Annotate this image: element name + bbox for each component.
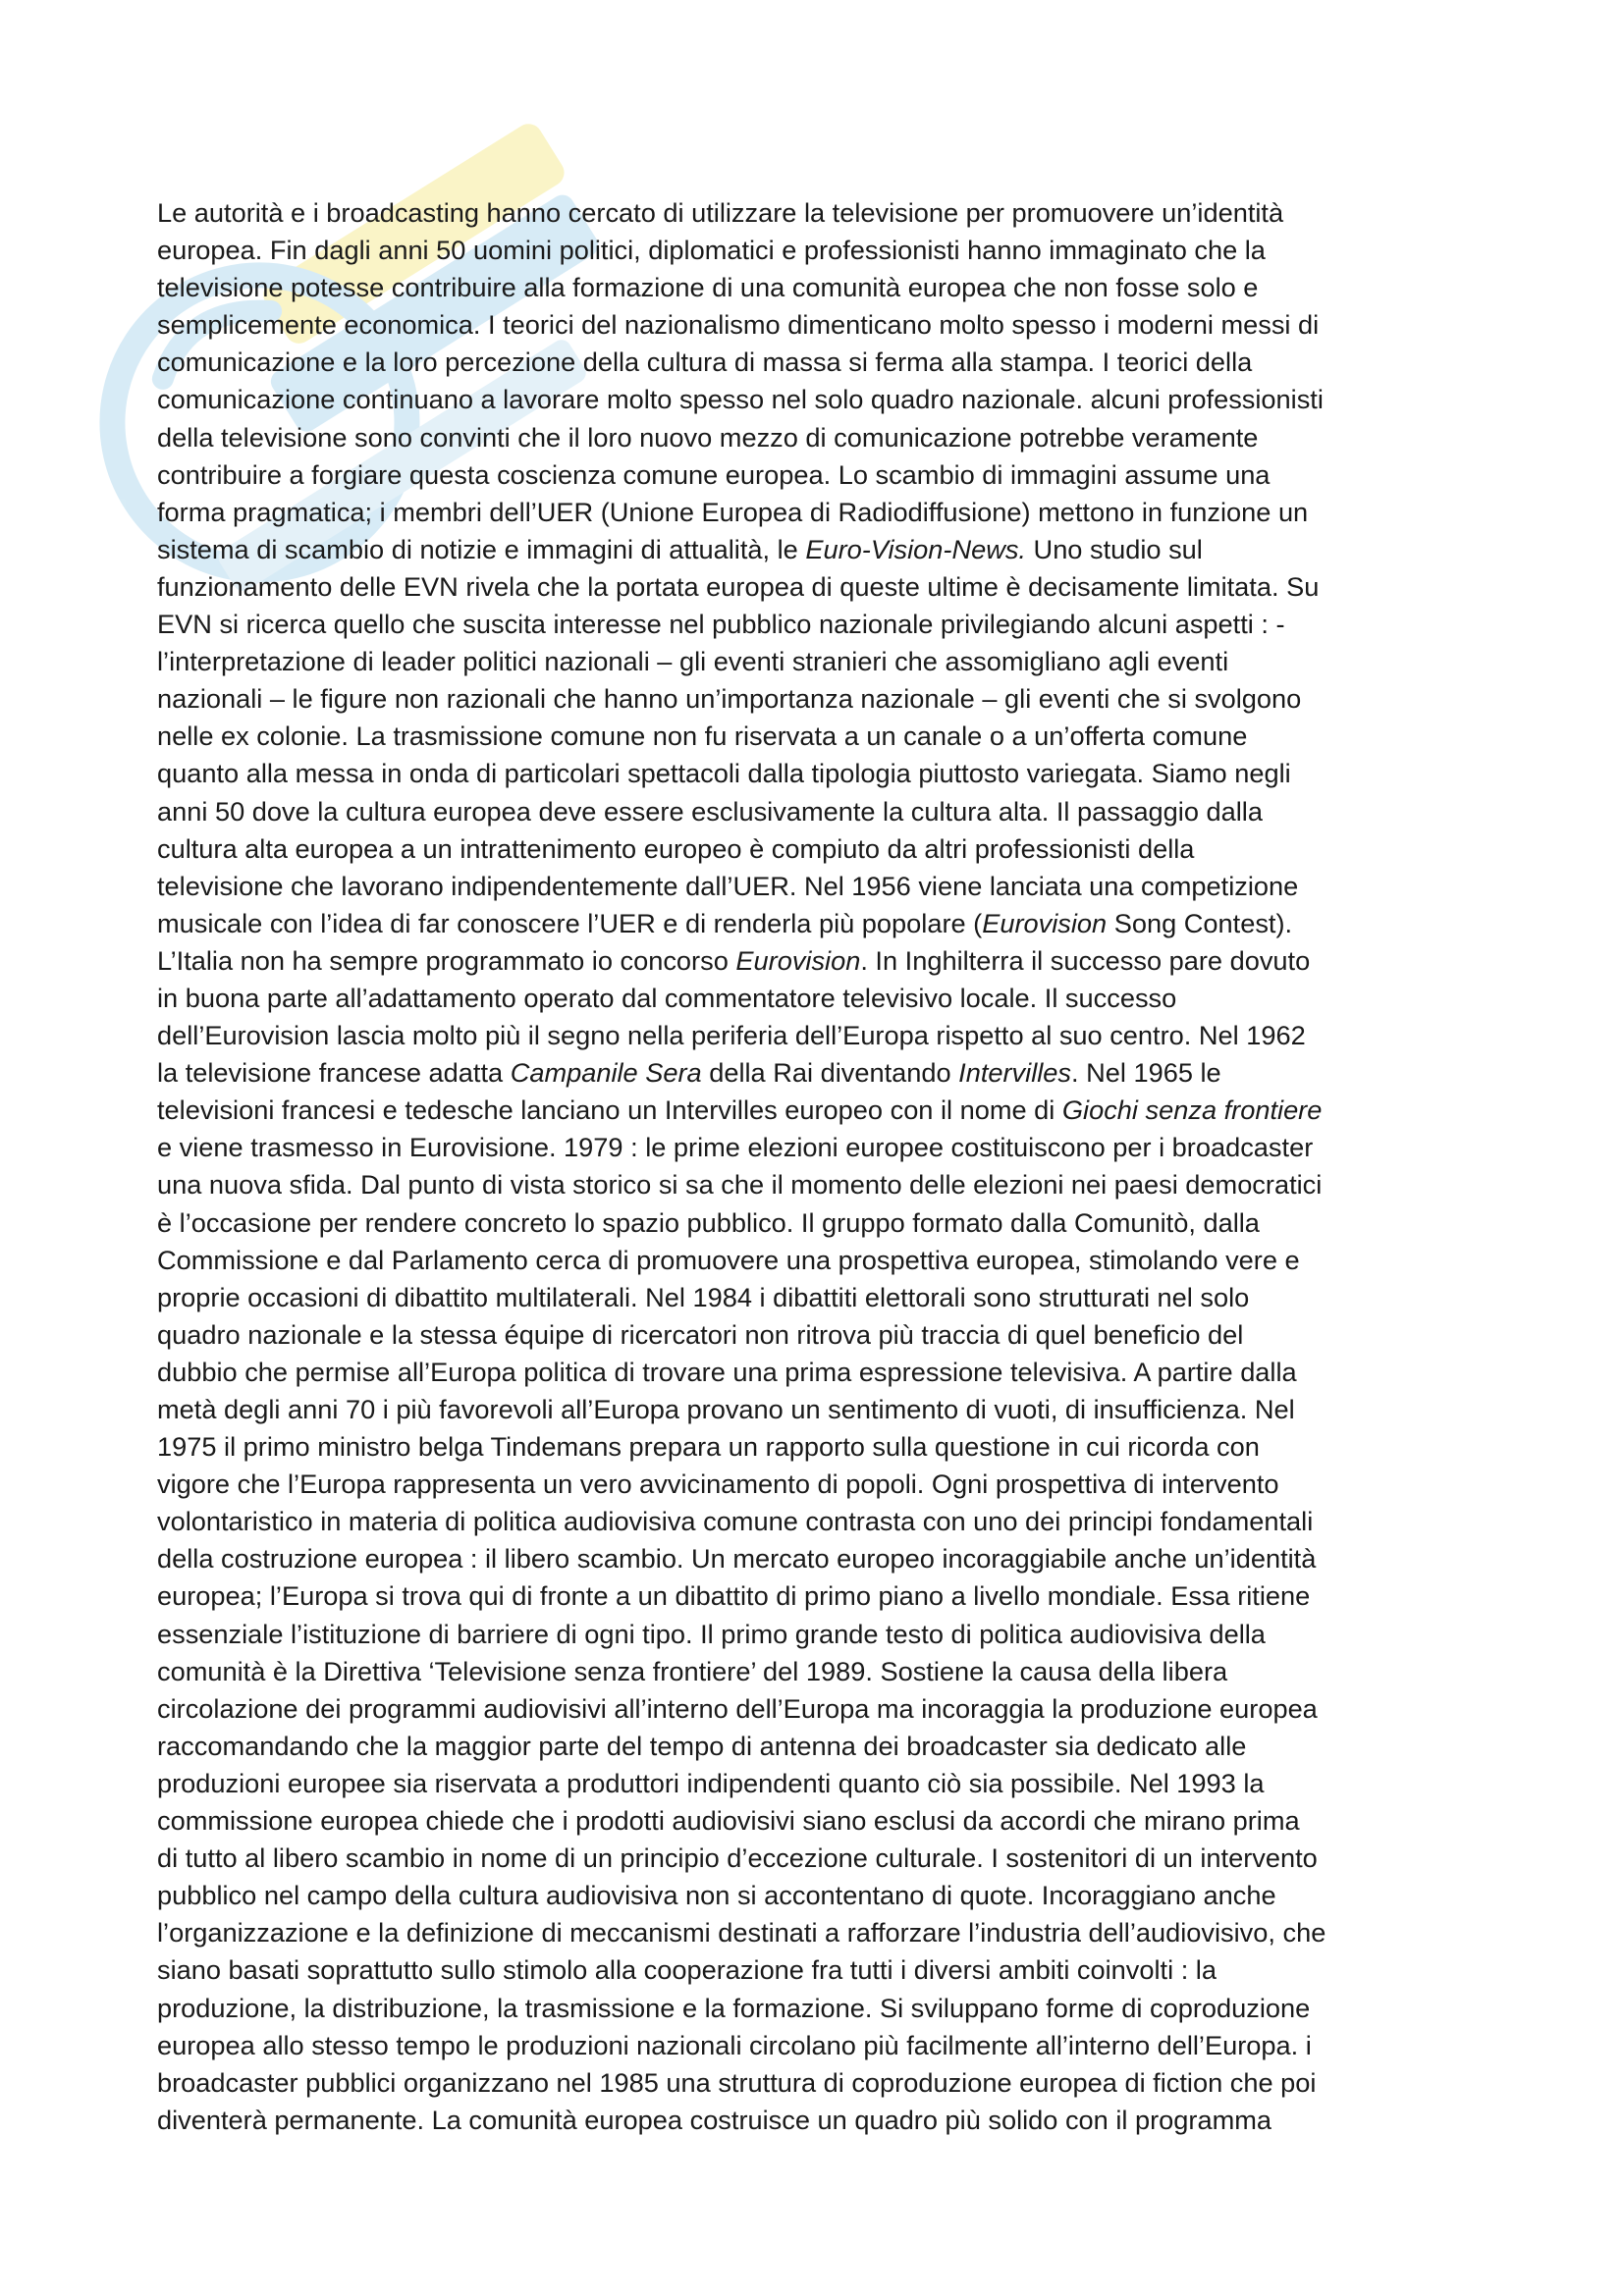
text-line: [157, 1616, 1492, 1653]
text-run: anni 50 dove la cultura europea deve essere esclusivamente la cultura alta. Il passaggio dalla: [157, 795, 1263, 827]
text-line: [157, 531, 1492, 568]
text-line: [157, 793, 1492, 830]
text-run: proprie occasioni di dibattito multilaterali. Nel 1984 i dibattiti elettorali sono strutturati nel solo: [157, 1281, 1250, 1312]
text-run: forma pragmatica; i membri dell’UER (Unione Europea di Radiodiffusione) mettono in funzione un: [157, 496, 1309, 527]
text-line: [157, 1503, 1492, 1540]
text-run: europea. Fin dagli anni 50 uomini politici, diplomatici e professionisti hanno immaginato che la: [157, 235, 1266, 266]
text-run: raccomandando che la maggior parte del tempo di antenna dei broadcaster sia dedicato alle: [157, 1730, 1247, 1761]
text-line: [157, 1354, 1492, 1391]
text-line: [157, 1204, 1492, 1242]
text-run: siano basati soprattutto sullo stimolo alla cooperazione fra tutti i diversi ambiti coinvolti : la: [157, 1954, 1217, 1986]
italic-title: Euro-Vision-News.: [805, 533, 1026, 564]
text-run: EVN si ricerca quello che suscita interesse nel pubblico nazionale privilegiando alcuni aspetti : -: [157, 609, 1285, 640]
text-run: dell’Eurovision lascia molto più il segno nella periferia dell’Europa rispetto al suo centro. Nel 1962: [157, 1020, 1306, 1051]
text-run: produzione, la distribuzione, la trasmissione e la formazione. Si sviluppano forme di coproduzione: [157, 1992, 1311, 2023]
text-run: televisioni francesi e tedesche lanciano un Intervilles europeo con il nome di: [157, 1095, 1062, 1126]
text-run: della costruzione europea : il libero scambio. Un mercato europeo incoraggiabile anche un’identità: [157, 1543, 1317, 1575]
text-line: [157, 306, 1492, 344]
text-run: pubblico nel campo della cultura audiovisiva non si accontentano di quote. Incoraggiano anche: [157, 1880, 1276, 1911]
italic-title: Eurovision: [735, 944, 861, 976]
italic-title: Eurovision: [982, 907, 1108, 938]
text-line: [157, 2027, 1492, 2064]
text-run: europea allo stesso tempo le produzioni nazionali circolano più facilmente all’interno dell’Europa. i: [157, 2029, 1312, 2060]
text-run: televisione potesse contribuire alla formazione di una comunità europea che non fosse solo e: [157, 272, 1259, 303]
text-run: della Rai diventando: [701, 1057, 959, 1089]
text-line: [157, 680, 1492, 718]
text-line: [157, 1540, 1492, 1577]
text-run: circolazione dei programmi audiovisivi all’interno dell’Europa ma incoraggia la produzione europea: [157, 1692, 1318, 1724]
text-run: l’organizzazione e la definizione di meccanismi destinati a rafforzare l’industria dell’audiovisivo, che: [157, 1917, 1326, 1949]
text-run: comunicazione e la loro percezione della cultura di massa si ferma alla stampa. I teorici della: [157, 347, 1253, 378]
text-line: [157, 1428, 1492, 1466]
text-run: Commissione e dal Parlamento cerca di promuovere una prospettiva europea, stimolando vere e: [157, 1244, 1300, 1275]
text-line: [157, 1316, 1492, 1354]
text-run: . Nel 1965 le: [1071, 1057, 1221, 1089]
text-line: [157, 1653, 1492, 1690]
text-line: [157, 419, 1492, 456]
italic-title: Campanile Sera: [510, 1057, 702, 1089]
text-line: [157, 942, 1492, 980]
text-line: [157, 1728, 1492, 1765]
text-line: [157, 830, 1492, 868]
text-line: [157, 1391, 1492, 1428]
text-run: nelle ex colonie. La trasmissione comune non fu riservata a un canale o a un’offerta comune: [157, 721, 1248, 752]
text-run: di tutto al libero scambio in nome di un principio d’eccezione culturale. I sostenitori di un intervento: [157, 1842, 1318, 1874]
text-run: della televisione sono convinti che il loro nuovo mezzo di comunicazione potrebbe veramente: [157, 421, 1259, 453]
text-line: [157, 1877, 1492, 1914]
text-line: [157, 1914, 1492, 1951]
text-run: comunicazione continuano a lavorare molto spesso nel solo quadro nazionale. alcuni professionisti: [157, 384, 1324, 415]
text-line: [157, 1840, 1492, 1877]
text-line: [157, 1765, 1492, 1802]
text-run: funzionamento delle EVN rivela che la portata europea di queste ultime è decisamente limitata. Su: [157, 570, 1320, 602]
italic-title: Intervilles: [958, 1057, 1071, 1089]
text-line: [157, 980, 1492, 1017]
text-run: sistema di scambio di notizie e immagini di attualità, le: [157, 533, 806, 564]
text-run: europea; l’Europa si trova qui di fronte a un dibattito di primo piano a livello mondiale. Essa ritiene: [157, 1580, 1311, 1612]
text-run: L’Italia non ha sempre programmato io concorso: [157, 944, 736, 976]
text-line: [157, 344, 1492, 381]
text-run: e viene trasmesso in Eurovisione. 1979 : le prime elezioni europee costituiscono per i broadcaster: [157, 1132, 1314, 1163]
text-line: [157, 1129, 1492, 1166]
text-run: metà degli anni 70 i più favorevoli all’Europa provano un sentimento di vuoti, di insufficienza. Nel: [157, 1394, 1295, 1424]
text-line: [157, 1054, 1492, 1092]
text-run: in buona parte all’adattamento operato dal commentatore televisivo locale. Il successo: [157, 982, 1177, 1013]
text-line: [157, 381, 1492, 418]
text-line: [157, 1466, 1492, 1503]
text-line: [157, 718, 1492, 755]
text-line: [157, 456, 1492, 494]
text-line: [157, 606, 1492, 643]
text-line: [157, 194, 1492, 232]
text-line: [157, 1802, 1492, 1840]
text-run: l’interpretazione di leader politici nazionali – gli eventi stranieri che assomigliano agli eventi: [157, 646, 1229, 677]
text-run: Le autorità e i broadcasting hanno cercato di utilizzare la televisione per promuovere un’identità: [157, 197, 1284, 228]
text-run: volontaristico in materia di politica audiovisiva comune contrasta con uno dei principi fondamentali: [157, 1506, 1314, 1537]
text-line: [157, 232, 1492, 269]
text-line: [157, 868, 1492, 905]
text-line: [157, 2064, 1492, 2102]
text-run: musicale con l’idea di far conoscere l’UER e di renderla più popolare (: [157, 907, 983, 938]
text-run: Song Contest).: [1107, 907, 1293, 938]
text-run: è l’occasione per rendere concreto lo spazio pubblico. Il gruppo formato dalla Comunitò, dalla: [157, 1206, 1260, 1238]
text-line: [157, 1017, 1492, 1054]
text-line: [157, 2102, 1492, 2139]
text-run: Uno studio sul: [1026, 533, 1203, 564]
text-line: [157, 755, 1492, 792]
text-run: diventerà permanente. La comunità europea costruisce un quadro più solido con il programma: [157, 2104, 1271, 2135]
text-line: [157, 1279, 1492, 1316]
text-line: [157, 269, 1492, 306]
text-run: nazionali – le figure non razionali che hanno un’importanza nazionale – gli eventi che si svolgono: [157, 683, 1302, 715]
text-line: [157, 568, 1492, 606]
text-run: 1975 il primo ministro belga Tindemans prepara un rapporto sulla questione in cui ricorda con: [157, 1431, 1260, 1463]
text-run: vigore che l’Europa rappresenta un vero avvicinamento di popoli. Ogni prospettiva di intervento: [157, 1468, 1279, 1500]
text-run: . In Inghilterra il successo pare dovuto: [860, 944, 1311, 976]
text-run: quanto alla messa in onda di particolari spettacoli dalla tipologia piuttosto variegata. Siamo negli: [157, 758, 1291, 789]
text-run: quadro nazionale e la stessa équipe di ricercatori non ritrova più traccia di quel beneficio del: [157, 1318, 1244, 1350]
text-line: [157, 1092, 1492, 1129]
text-line: [157, 1577, 1492, 1615]
text-run: broadcaster pubblici organizzano nel 1985 una struttura di coproduzione europea di fiction che poi: [157, 2066, 1317, 2098]
text-run: produzioni europee sia riservata a produttori indipendenti quanto ciò sia possibile. Nel 1993 la: [157, 1767, 1265, 1798]
text-line: [157, 494, 1492, 531]
text-run: comunità è la Direttiva ‘Televisione senza frontiere’ del 1989. Sostiene la causa della libera: [157, 1655, 1228, 1686]
text-run: cultura alta europea a un intrattenimento europeo è compiuto da altri professionisti della: [157, 832, 1195, 864]
text-line: [157, 1990, 1492, 2027]
text-run: essenziale l’istituzione di barriere di ogni tipo. Il primo grande testo di politica audiovisiva della: [157, 1618, 1266, 1649]
text-run: semplicemente economica. I teorici del nazionalismo dimenticano molto spesso i moderni messi di: [157, 309, 1320, 341]
text-line: [157, 905, 1492, 942]
text-line: [157, 643, 1492, 680]
text-run: la televisione francese adatta: [157, 1057, 511, 1089]
text-line: [157, 1951, 1492, 1989]
italic-title: Giochi senza frontiere: [1061, 1095, 1323, 1126]
text-line: [157, 1242, 1492, 1279]
text-run: televisione che lavorano indipendentemente dall’UER. Nel 1956 viene lanciata una competizione: [157, 870, 1299, 901]
text-line: [157, 1690, 1492, 1728]
text-line: [157, 1166, 1492, 1203]
text-run: contribuire a forgiare questa coscienza comune europea. Lo scambio di immagini assume una: [157, 458, 1271, 490]
text-run: dubbio che permise all’Europa politica di trovare una prima espressione televisiva. A partire dalla: [157, 1356, 1297, 1387]
text-run: commissione europea chiede che i prodotti audiovisivi siano esclusi da accordi che mirano prima: [157, 1805, 1300, 1837]
text-run: una nuova sfida. Dal punto di vista storico si sa che il momento delle elezioni nei paesi democratici: [157, 1169, 1323, 1201]
body-text: [157, 194, 1492, 2139]
